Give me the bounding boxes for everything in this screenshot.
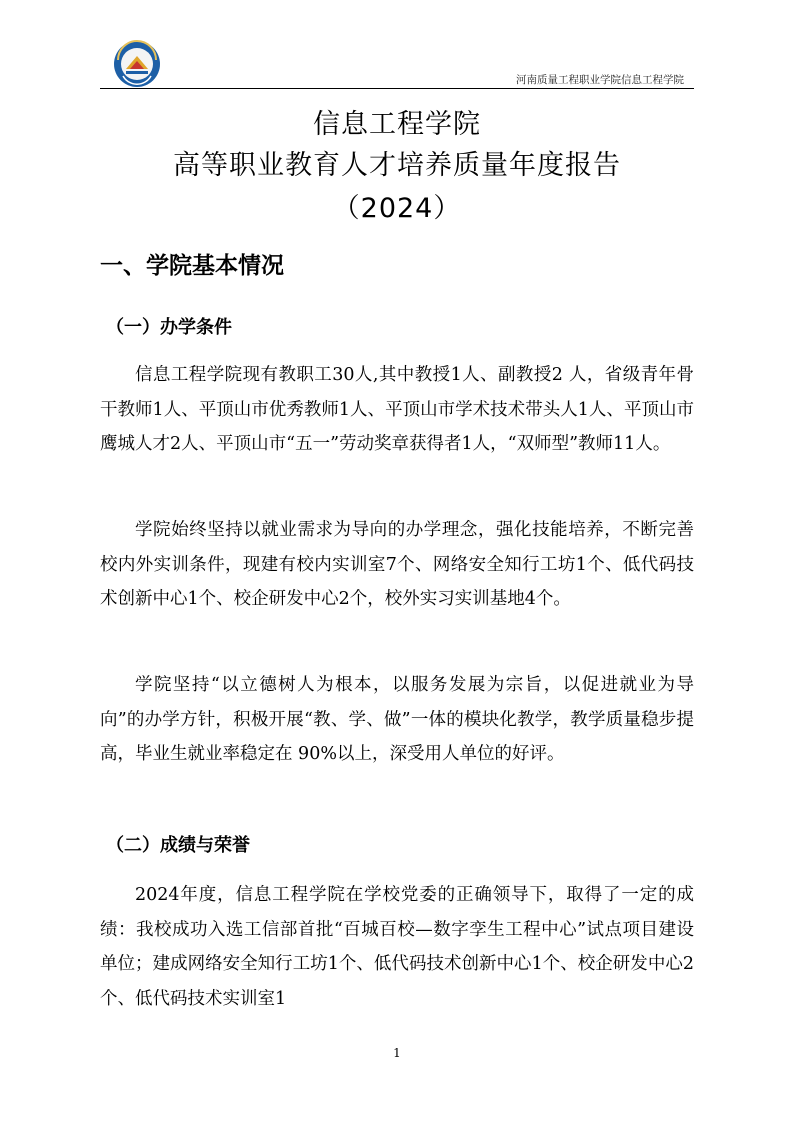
document-title-line1: 信息工程学院 bbox=[313, 109, 481, 140]
subsection-heading-conditions: （一）办学条件 bbox=[106, 317, 232, 338]
document-title-year: （2024） bbox=[332, 193, 462, 224]
header-divider bbox=[100, 88, 694, 89]
document-title-line2: 高等职业教育人才培养质量年度报告 bbox=[173, 150, 621, 181]
paragraph: 学院坚持“以立德树人为根本，以服务发展为宗旨，以促进就业为导向”的办学方针，积极开展“教、学、做”一体的模块化教学，教学质量稳步提高，毕业生就业率稳定在 90%以上，深受用人单位的好评。 bbox=[100, 675, 694, 765]
paragraph: 信息工程学院现有教职工30人,其中教授1人、副教授2 人，省级青年骨干教师1人、平顶山市优秀教师1人、平顶山市学术技术带头人1人、平顶山市鹰城人才2人、平顶山市“五一”劳动奖章获得者1人，“双师型”教师11人。 bbox=[100, 365, 694, 455]
school-emblem-icon bbox=[113, 40, 161, 88]
page-number: 1 bbox=[393, 1046, 401, 1060]
paragraph: 学院始终坚持以就业需求为导向的办学理念，强化技能培养，不断完善校内外实训条件，现建有校内实训室7个、网络安全知行工坊1个、低代码技术创新中心1个、校企研发中心2个，校外实习实训基地4个。 bbox=[100, 520, 694, 610]
section-heading-basic-info: 一、学院基本情况 bbox=[100, 253, 284, 279]
header-institution: 河南质量工程职业学院信息工程学院 bbox=[516, 74, 684, 86]
paragraph: 2024年度，信息工程学院在学校党委的正确领导下，取得了一定的成绩：我校成功入选工信部首批“百城百校—数字孪生工程中心”试点项目建设单位；建成网络安全知行工坊1个、低代码技术创新中心1个、校企研发中心2个、低代码技术实训室1 bbox=[100, 885, 694, 1009]
subsection-heading-achievements: （二）成绩与荣誉 bbox=[106, 835, 250, 856]
